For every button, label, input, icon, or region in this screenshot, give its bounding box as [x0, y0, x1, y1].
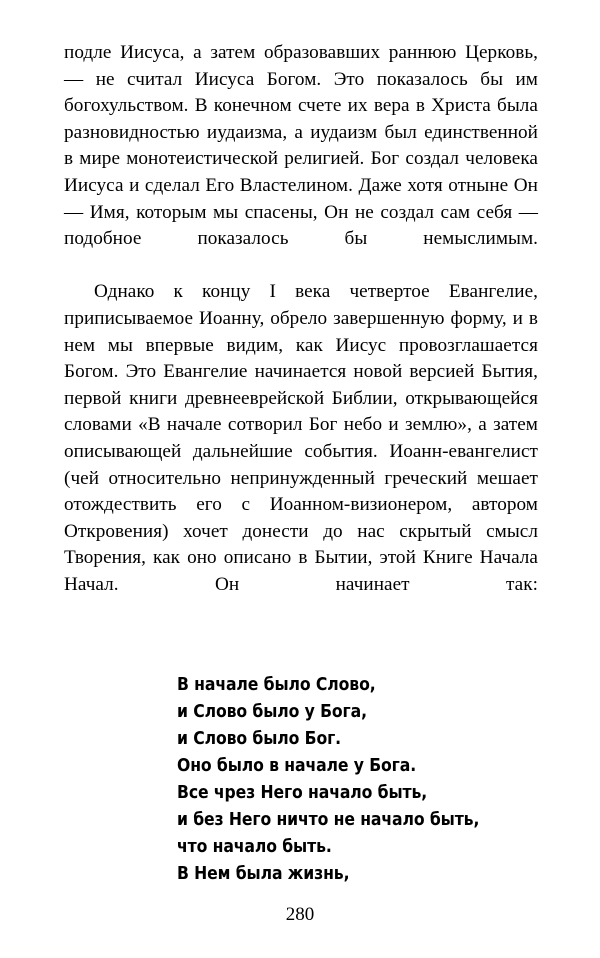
verse-line: что начало быть. — [177, 837, 332, 857]
verse-line: В начале было Слово, — [177, 675, 376, 695]
body-paragraph-continued: подле Иисуса, а затем образовавших раннюю Церковь, — не считал Иисуса Богом. Это показалось бы им богохульством. В конечном счете их вера в Христа была разновидностью иудаизма, а иудаизм был единственной в мире монотеистической религией. Бог создал человека Иисуса и сделал Его Властелином. Даже хотя отныне Он — Имя, которым мы спасены, Он не создал сам себя — подобное показалось бы немыслимым. — [64, 42, 538, 250]
page-number: 280 — [285, 904, 315, 925]
scripture-quotation-block — [177, 672, 507, 888]
verse-line: и Слово было Бог. — [177, 729, 342, 749]
verse-line: В Нем была жизнь, — [177, 864, 350, 884]
verse-line: и без Него ничто не начало быть, — [177, 810, 480, 830]
body-paragraph-john-gospel: Однако к концу I века четвертое Евангелие, приписываемое Иоанну, обрело завершенную форму, и в нем мы впервые видим, как Иисус провозглашается Богом. Это Евангелие начинается новой версией Бытия, первой книги древнееврейской Библии, открывающейся словами «В начале сотворил Бог небо и землю», а затем описывающей дальнейшие события. Иоанн-евангелист (чей относительно непринужденный греческий мешает отождествить его с Иоанном-визионером, автором Откровения) хочет донести до нас скрытый смысл Творения, как оно описано в Бытии, этой Книге Начала Начал. Он начинает так: — [64, 281, 538, 595]
verse-line: и Слово было у Бога, — [177, 702, 367, 722]
verse-line: Все чрез Него начало быть, — [177, 783, 428, 803]
body-text-column — [64, 40, 538, 625]
verse-line: Оно было в начале у Бога. — [177, 756, 417, 776]
